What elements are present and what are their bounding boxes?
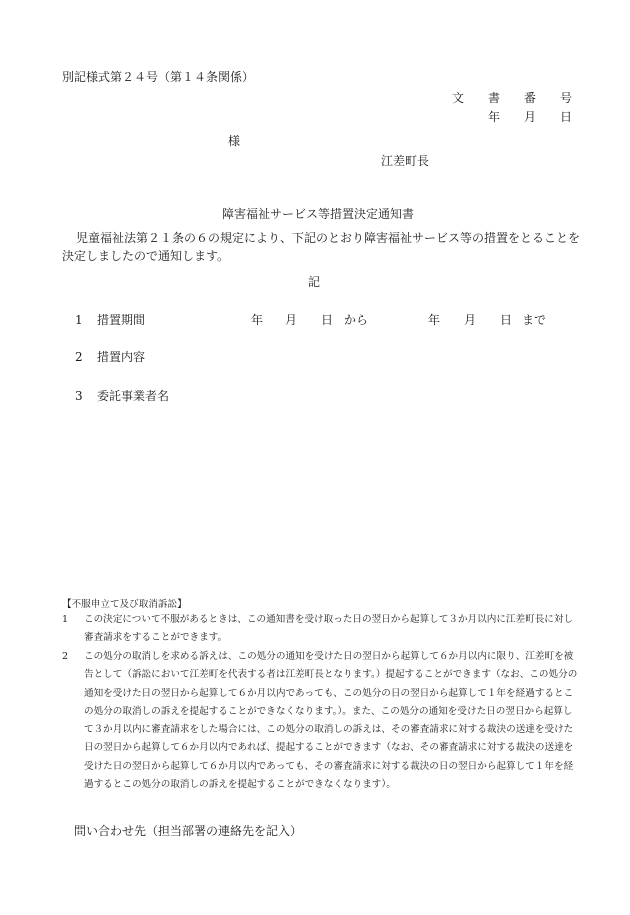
doc-number-char: 書 [487,91,500,105]
period-from: から [344,313,369,327]
item-number: 1 [75,313,83,327]
period-start-day: 日 [321,313,334,327]
item-label: 措置内容 [97,350,146,364]
addressee-honorific: 様 [228,134,241,148]
date-year: 年 [488,110,501,124]
appeal-heading: 【不服申立て及び取消訴訟】 [62,599,187,610]
period-end-month: 月 [464,313,477,327]
appeal-item [62,611,580,648]
date-line [488,108,572,125]
ki-label: 記 [308,275,321,289]
item-number: 2 [75,350,83,364]
period-start-month: 月 [285,313,298,327]
doc-number-char: 文 [452,91,465,105]
item-period [75,311,145,328]
doc-number-char: 号 [559,91,572,105]
item-contractor [75,387,169,404]
date-day: 日 [559,110,572,124]
date-month: 月 [523,110,536,124]
period-end-day: 日 [500,313,513,327]
item-label: 委託事業者名 [97,389,170,403]
appeal-text: この決定について不服があるときは、この通知書を受け取った日の翌日から起算して３か月以内に江差町長に対し審査請求をすることができます。 [84,614,574,644]
document-title: 障害福祉サービス等措置決定通知書 [222,207,415,221]
sender-name: 江差町長 [381,154,430,168]
period-start-year: 年 [251,313,264,327]
item-number: 3 [75,389,83,403]
contact-info: 問い合わせ先（担当部署の連絡先を記入） [74,824,303,838]
appeal-number: 1 [62,614,69,625]
period-end-year: 年 [428,313,441,327]
period-to: まで [522,313,547,327]
form-label: 別記様式第２４号（第１４条関係） [62,70,255,84]
doc-number-char: 番 [523,91,536,105]
appeal-text: この処分の取消しを求める訴えは、この処分の通知を受けた日の翌日から起算して６か月以内に限り、江差町を被告として（訴訟において江差町を代表する者は江差町長となります。）提起することができます（なお、この処分の通知を受けた日の翌日から起算して６か月以内であっても、この処分の日の翌日から起算して１年を経過するとこの処分の取消しの訴えを提起することができなくなります。）。また、この処分の通知を受けた日の翌日から起算して３か月以内に審査請求をした場合には、この処分の取消しの訴えは、その審査請求に対する裁決の送達を受けた日の翌日から起算して６か月以内であれば、提起することができます（なお、その審査請求に対する裁決の送達を受けた日の翌日から起算して６か月以内であっても、その審査請求に対する裁決の日の翌日から起算して１年を経過するとこの処分の取消しの訴えを提起することができなくなります）。 [84,651,578,791]
item-label: 措置期間 [97,313,146,327]
item-content [75,348,145,365]
body-text: 児童福祉法第２１条の６の規定により、下記のとおり障害福祉サービス等の措置をとることを決定しましたので通知します。 [62,231,581,263]
appeal-item [62,648,580,794]
appeal-number: 2 [62,651,69,662]
document-number-label [452,89,572,106]
